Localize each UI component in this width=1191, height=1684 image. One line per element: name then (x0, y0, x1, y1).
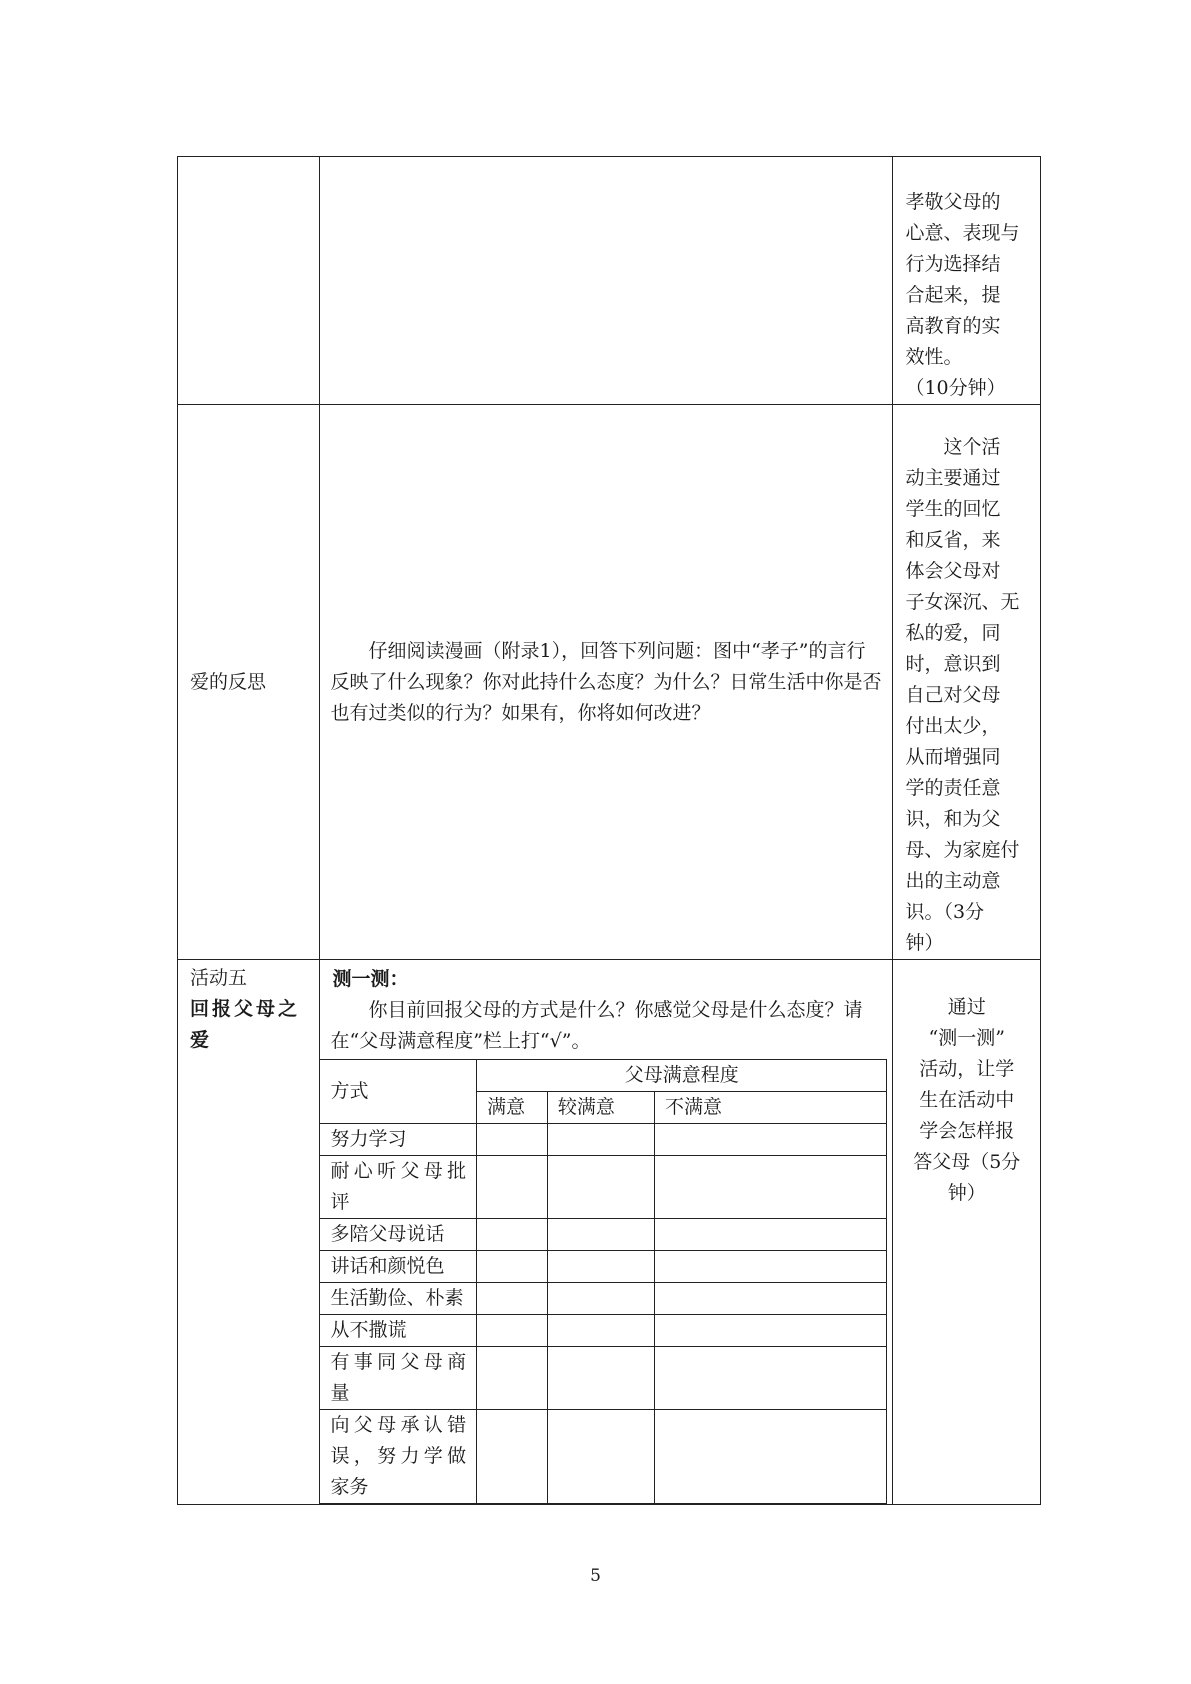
check-cell[interactable] (477, 1347, 548, 1410)
check-cell[interactable] (654, 1283, 887, 1315)
table-row (178, 405, 1041, 960)
note-line: 学会怎样报 (919, 1120, 1015, 1142)
note-line: 孝敬父母的 (905, 191, 1001, 213)
note-line: 效性。 (905, 346, 963, 368)
activity-number: 活动五 (190, 967, 248, 989)
note-line: 付出太少， (905, 715, 1001, 737)
method-label (320, 1124, 477, 1156)
note-line: 时，意识到 (905, 653, 1001, 675)
stage-name: 爱的反思 (178, 405, 320, 960)
note-line: 通过 (947, 996, 986, 1018)
method-label (320, 1156, 477, 1219)
method-line: 从不撒谎 (330, 1319, 407, 1341)
note-line: 自己对父母 (905, 684, 1001, 706)
note-line: 生在活动中 (919, 1089, 1015, 1111)
task-instructions: 你目前回报父母的方式是什么？你感觉父母是什么态度？请在“父母满意程度”栏上打“√”。 (330, 999, 863, 1052)
method-label (320, 1347, 477, 1410)
note-line: 学生的回忆 (905, 498, 1001, 520)
method-line: 评 (330, 1191, 350, 1213)
column-header-satisfied: 满意 (477, 1092, 548, 1124)
activity-theme: 爱 (190, 1029, 213, 1051)
check-cell[interactable] (547, 1156, 654, 1219)
table-row (320, 1283, 887, 1315)
check-cell[interactable] (654, 1347, 887, 1410)
note-line: 母、为家庭付 (905, 839, 1020, 861)
column-header-fairly-satisfied: 较满意 (547, 1092, 654, 1124)
task-title: 测一测： (332, 968, 409, 990)
column-header-method: 方式 (320, 1060, 477, 1124)
method-label (320, 1410, 477, 1504)
note-line: 识。（3分 (905, 901, 985, 923)
stage-cell-empty (178, 157, 320, 405)
check-cell[interactable] (547, 1219, 654, 1251)
method-label (320, 1251, 477, 1283)
method-line: 向父母承认错 (330, 1414, 467, 1436)
design-notes-cell (893, 405, 1041, 960)
table-row (320, 1315, 887, 1347)
note-line: 学的责任意 (905, 777, 1001, 799)
check-cell[interactable] (547, 1124, 654, 1156)
note-line: 钟） (947, 1182, 986, 1204)
design-notes-cell (893, 157, 1041, 405)
check-cell[interactable] (477, 1315, 548, 1347)
check-cell[interactable] (547, 1347, 654, 1410)
table-row (320, 1124, 887, 1156)
note-line: 钟） (905, 932, 944, 954)
check-cell[interactable] (477, 1283, 548, 1315)
note-line: 合起来，提 (905, 284, 1001, 306)
method-line: 多陪父母说话 (330, 1223, 445, 1245)
table-row (178, 157, 1041, 405)
content-cell (320, 405, 893, 960)
table-row (178, 960, 1041, 1505)
check-cell[interactable] (654, 1156, 887, 1219)
method-label (320, 1315, 477, 1347)
table-row (320, 1156, 887, 1219)
lesson-plan-table (177, 156, 1041, 1505)
table-row (320, 1251, 887, 1283)
note-line: 私的爱，同 (905, 622, 1001, 644)
table-row (320, 1410, 887, 1504)
method-label (320, 1283, 477, 1315)
note-line: 答父母（5分 (913, 1151, 1021, 1173)
stage-cell (178, 960, 320, 1505)
note-line: 活动，让学 (919, 1058, 1015, 1080)
check-cell[interactable] (654, 1219, 887, 1251)
method-label (320, 1219, 477, 1251)
check-cell[interactable] (477, 1219, 548, 1251)
method-line: 努力学习 (330, 1128, 407, 1150)
check-cell[interactable] (654, 1124, 887, 1156)
content-cell (320, 960, 893, 1505)
check-cell[interactable] (654, 1315, 887, 1347)
note-line: 子女深沉、无 (905, 591, 1020, 613)
note-line: 心意、表现与 (905, 222, 1020, 244)
survey-table (319, 1059, 887, 1504)
note-line: 动主要通过 (905, 467, 1001, 489)
check-cell[interactable] (547, 1283, 654, 1315)
note-line: 出的主动意 (905, 870, 1001, 892)
note-line: 行为选择结 (905, 253, 1001, 275)
note-line: 高教育的实 (905, 315, 1001, 337)
check-cell[interactable] (477, 1251, 548, 1283)
page-number: 5 (590, 1566, 601, 1586)
note-line: （10分钟） (905, 377, 1006, 399)
column-header-satisfaction: 父母满意程度 (477, 1060, 887, 1092)
note-line: 这个活 (943, 436, 1001, 458)
method-line: 有事同父母商 (330, 1351, 467, 1373)
check-cell[interactable] (547, 1251, 654, 1283)
check-cell[interactable] (477, 1410, 548, 1504)
design-notes-cell (893, 960, 1041, 1505)
check-cell[interactable] (547, 1410, 654, 1504)
method-line: 讲话和颜悦色 (330, 1255, 445, 1277)
check-cell[interactable] (477, 1124, 548, 1156)
check-cell[interactable] (654, 1410, 887, 1504)
reflection-question: 仔细阅读漫画（附录1），回答下列问题：图中“孝子”的言行反映了什么现象？你对此持什么态度？为什么？日常生活中你是否也有过类似的行为？如果有，你将如何改进？ (330, 639, 882, 724)
check-cell[interactable] (477, 1156, 548, 1219)
note-line: 从而增强同 (905, 746, 1001, 768)
method-line: 耐心听父母批 (330, 1160, 467, 1182)
note-line: “测一测” (928, 1027, 1005, 1049)
method-line: 家务 (330, 1476, 369, 1498)
activity-theme: 回报父母之 (190, 998, 301, 1020)
note-line: 和反省，来 (905, 529, 1001, 551)
check-cell[interactable] (654, 1251, 887, 1283)
method-line: 生活勤俭、朴素 (330, 1287, 464, 1309)
note-line: 识，和为父 (905, 808, 1001, 830)
method-line: 误，努力学做 (330, 1445, 467, 1467)
table-row (320, 1347, 887, 1410)
check-cell[interactable] (547, 1315, 654, 1347)
note-line: 体会父母对 (905, 560, 1001, 582)
method-line: 量 (330, 1382, 350, 1404)
column-header-unsatisfied: 不满意 (654, 1092, 887, 1124)
table-header-row (320, 1060, 887, 1092)
content-cell-empty (320, 157, 893, 405)
table-row (320, 1219, 887, 1251)
